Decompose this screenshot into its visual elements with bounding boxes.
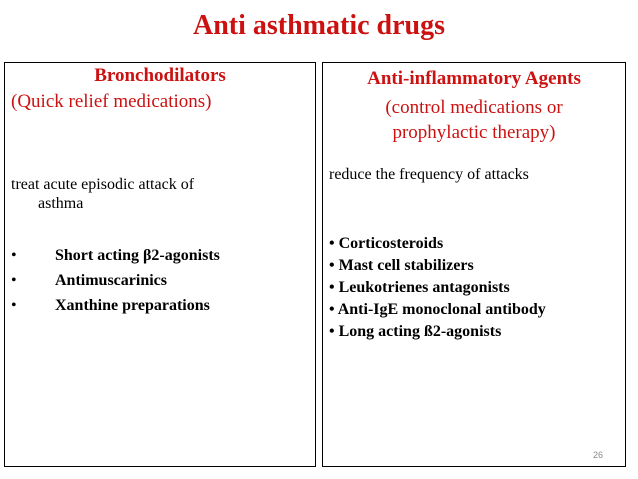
bronchodilators-heading: Bronchodilators — [94, 65, 226, 86]
list-item: • Mast cell stabilizers — [329, 257, 474, 274]
bronchodilators-list — [11, 243, 220, 318]
list-item: • Long acting ß2-agonists — [329, 323, 502, 340]
list-item-text: Short acting β2-agonists — [55, 247, 220, 264]
anti-inflammatory-subheading-line1: (control medications or — [385, 97, 563, 118]
anti-inflammatory-description: reduce the frequency of attacks — [329, 166, 529, 183]
list-item-text: Antimuscarinics — [55, 272, 167, 289]
list-item: • Leukotrienes antagonists — [329, 279, 510, 296]
bronchodilators-box — [4, 62, 316, 467]
anti-inflammatory-box — [322, 62, 626, 467]
bronchodilators-description-line1: treat acute episodic attack of — [11, 176, 195, 193]
bullet: • — [11, 247, 17, 264]
list-item: • Corticosteroids — [329, 235, 444, 252]
list-item: • Anti-IgE monoclonal antibody — [329, 301, 546, 318]
anti-inflammatory-list — [329, 233, 546, 343]
bullet: • — [11, 272, 17, 289]
anti-inflammatory-subheading — [323, 95, 625, 145]
bronchodilators-subheading: (Quick relief medications) — [11, 91, 212, 112]
bronchodilators-description — [11, 175, 271, 213]
bullet: • — [11, 297, 17, 314]
page-number: 26 — [592, 450, 603, 460]
list-item — [11, 293, 220, 318]
bronchodilators-description-line2: asthma — [38, 195, 84, 212]
list-item — [11, 243, 220, 268]
anti-inflammatory-subheading-line2: prophylactic therapy) — [392, 122, 556, 143]
anti-inflammatory-heading: Anti-inflammatory Agents — [367, 68, 581, 89]
list-item — [11, 268, 220, 293]
list-item-text: Xanthine preparations — [55, 297, 210, 314]
slide-title: Anti asthmatic drugs — [192, 10, 445, 41]
